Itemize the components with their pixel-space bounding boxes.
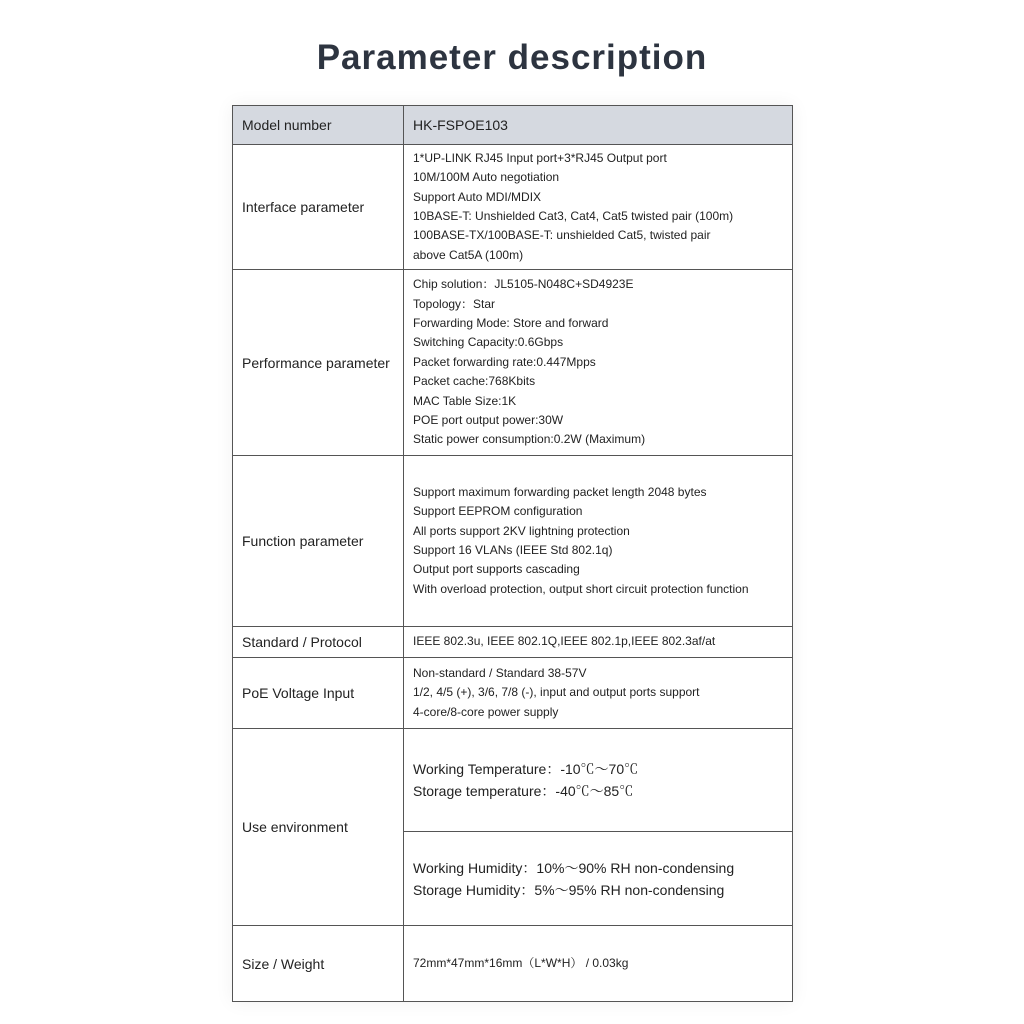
humidity-value (404, 832, 793, 926)
model-number-value: HK-FSPOE103 (404, 106, 793, 145)
temperature-value (404, 729, 793, 832)
value-line: Support EEPROM configuration (413, 504, 583, 519)
value-line: 72mm*47mm*16mm（L*W*H） / 0.03kg (413, 955, 629, 970)
value-line: With overload protection, output short circuit protection function (413, 581, 749, 596)
parameter-table (232, 105, 793, 1002)
value-line: Working Temperature：-10℃～70℃ (413, 761, 639, 777)
value-line: Storage Humidity：5%～95% RH non-condensing (413, 881, 725, 898)
value-line: above Cat5A (100m) (413, 247, 524, 262)
row-value (404, 627, 793, 658)
value-line: 1*UP-LINK RJ45 Input port+3*RJ45 Output port (413, 150, 667, 165)
table-row-function (233, 456, 793, 627)
model-number-label: Model number (233, 106, 404, 145)
row-value (404, 145, 793, 270)
table-row-performance (233, 270, 793, 456)
value-line: 4-core/8-core power supply (413, 704, 559, 719)
value-line: Chip solution：JL5105-N048C+SD4923E (413, 277, 634, 292)
value-line: Forwarding Mode: Store and forward (413, 315, 609, 330)
value-line: Topology：Star (413, 296, 496, 311)
value-line: Working Humidity：10%～90% RH non-condensing (413, 859, 735, 876)
page-title: Parameter description (316, 38, 708, 77)
value-line: Storage temperature：-40℃～85℃ (413, 783, 634, 799)
table-header-row (233, 106, 793, 145)
row-label: Function parameter (233, 456, 404, 627)
value-line: 100BASE-TX/100BASE-T: unshielded Cat5, twisted pair (413, 228, 711, 243)
value-line: Static power consumption:0.2W (Maximum) (413, 432, 646, 447)
row-label: Performance parameter (233, 270, 404, 456)
row-label: Interface parameter (233, 145, 404, 270)
value-line: Support 16 VLANs (IEEE Std 802.1q) (413, 543, 613, 557)
row-label: PoE Voltage Input (233, 658, 404, 729)
value-line: Support Auto MDI/MDIX (413, 189, 542, 204)
row-value (404, 658, 793, 729)
value-line: Packet forwarding rate:0.447Mpps (413, 354, 596, 369)
value-line: 1/2, 4/5 (+), 3/6, 7/8 (-), input and output ports support (413, 685, 700, 700)
value-line: Support maximum forwarding packet length 2048 bytes (413, 484, 707, 499)
value-line: Packet cache:768Kbits (413, 374, 536, 389)
row-label: Standard / Protocol (233, 627, 404, 658)
value-line: Output port supports cascading (413, 562, 580, 577)
table-row-size-weight (233, 926, 793, 1002)
value-line: 10BASE-T: Unshielded Cat3, Cat4, Cat5 twisted pair (100m) (413, 209, 734, 223)
row-value (404, 456, 793, 627)
table-row-standard (233, 627, 793, 658)
value-line: Non-standard / Standard 38-57V (413, 665, 587, 680)
table-row-interface (233, 145, 793, 270)
value-line: 10M/100M Auto negotiation (413, 170, 560, 185)
table-row-environment-temperature (233, 729, 793, 832)
value-line: MAC Table Size:1K (413, 393, 517, 408)
row-value (404, 926, 793, 1002)
value-line: POE port output power:30W (413, 413, 564, 428)
row-value (404, 270, 793, 456)
value-line: IEEE 802.3u, IEEE 802.1Q,IEEE 802.1p,IEEE 802.3af/at (413, 634, 716, 649)
value-line: Switching Capacity:0.6Gbps (413, 335, 564, 350)
row-label: Size / Weight (233, 926, 404, 1002)
table-row-poe-voltage (233, 658, 793, 729)
row-label: Use environment (233, 729, 404, 926)
value-line: All ports support 2KV lightning protection (413, 523, 630, 538)
